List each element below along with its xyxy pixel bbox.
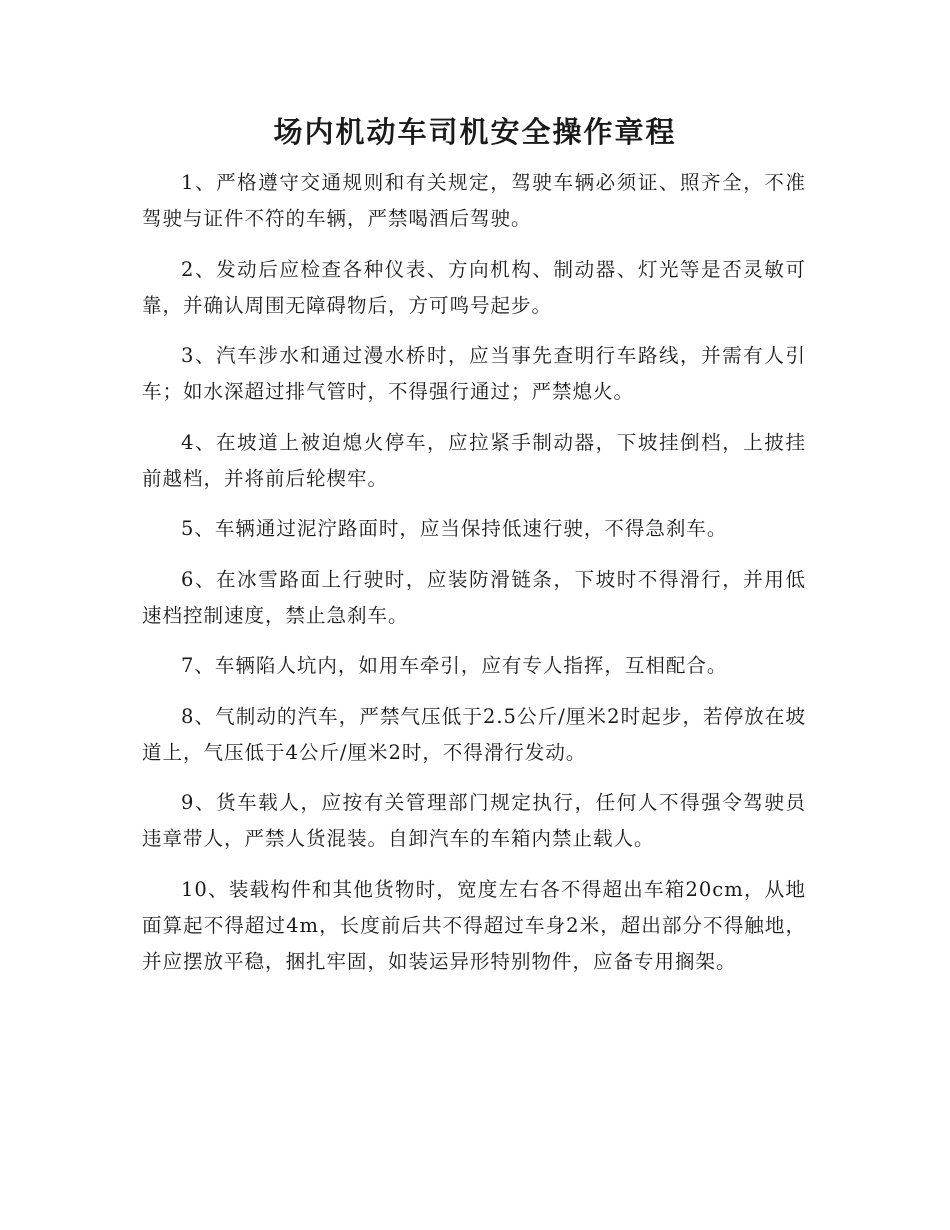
rule-paragraph-8: 8、气制动的汽车，严禁气压低于2.5公斤/厘米2时起步，若停放在坡道上，气压低于4公斤/厘米2时，不得滑行发动。 <box>142 704 806 764</box>
rule-paragraph-7: 7、车辆陷人坑内，如用车牵引，应有专人指挥，互相配合。 <box>181 654 728 677</box>
document-title: 场内机动车司机安全操作章程 <box>273 115 677 149</box>
rule-paragraph-2: 2、发动后应检查各种仪表、方向机构、制动器、灯光等是否灵敏可靠，并确认周围无障碍物后，方可鸣号起步。 <box>142 257 806 317</box>
rule-paragraph-1: 1、严格遵守交通规则和有关规定，驾驶车辆必须证、照齐全，不准驾驶与证件不符的车辆，严禁喝酒后驾驶。 <box>142 171 806 230</box>
rule-paragraph-6: 6、在冰雪路面上行驶时，应装防滑链条，下坡时不得滑行，并用低速档控制速度，禁止急刹车。 <box>142 567 806 627</box>
document-body <box>142 165 806 994</box>
rule-paragraph-5: 5、车辆通过泥泞路面时，应当保持低速行驶，不得急刹车。 <box>181 517 728 540</box>
rule-paragraph-10: 10、装载构件和其他货物时，宽度左右各不得超出车箱20cm，从地面算起不得超过4m，长度前后共不得超过车身2米，超出部分不得触地，并应摆放平稳，捆扎牢固，如装运异形特别物件，应备专用搁架。 <box>142 877 806 973</box>
rule-paragraph-3: 3、汽车涉水和通过漫水桥时，应当事先查明行车路线，并需有人引车；如水深超过排气管时，不得强行通过；严禁熄火。 <box>142 344 806 403</box>
rule-paragraph-9: 9、货车载人，应按有关管理部门规定执行，任何人不得强令驾驶员违章带人，严禁人货混装。自卸汽车的车箱内禁止载人。 <box>142 791 806 850</box>
rule-paragraph-4: 4、在坡道上被迫熄火停车，应拉紧手制动器，下坡挂倒档，上披挂前越档，并将前后轮楔牢。 <box>142 430 806 490</box>
